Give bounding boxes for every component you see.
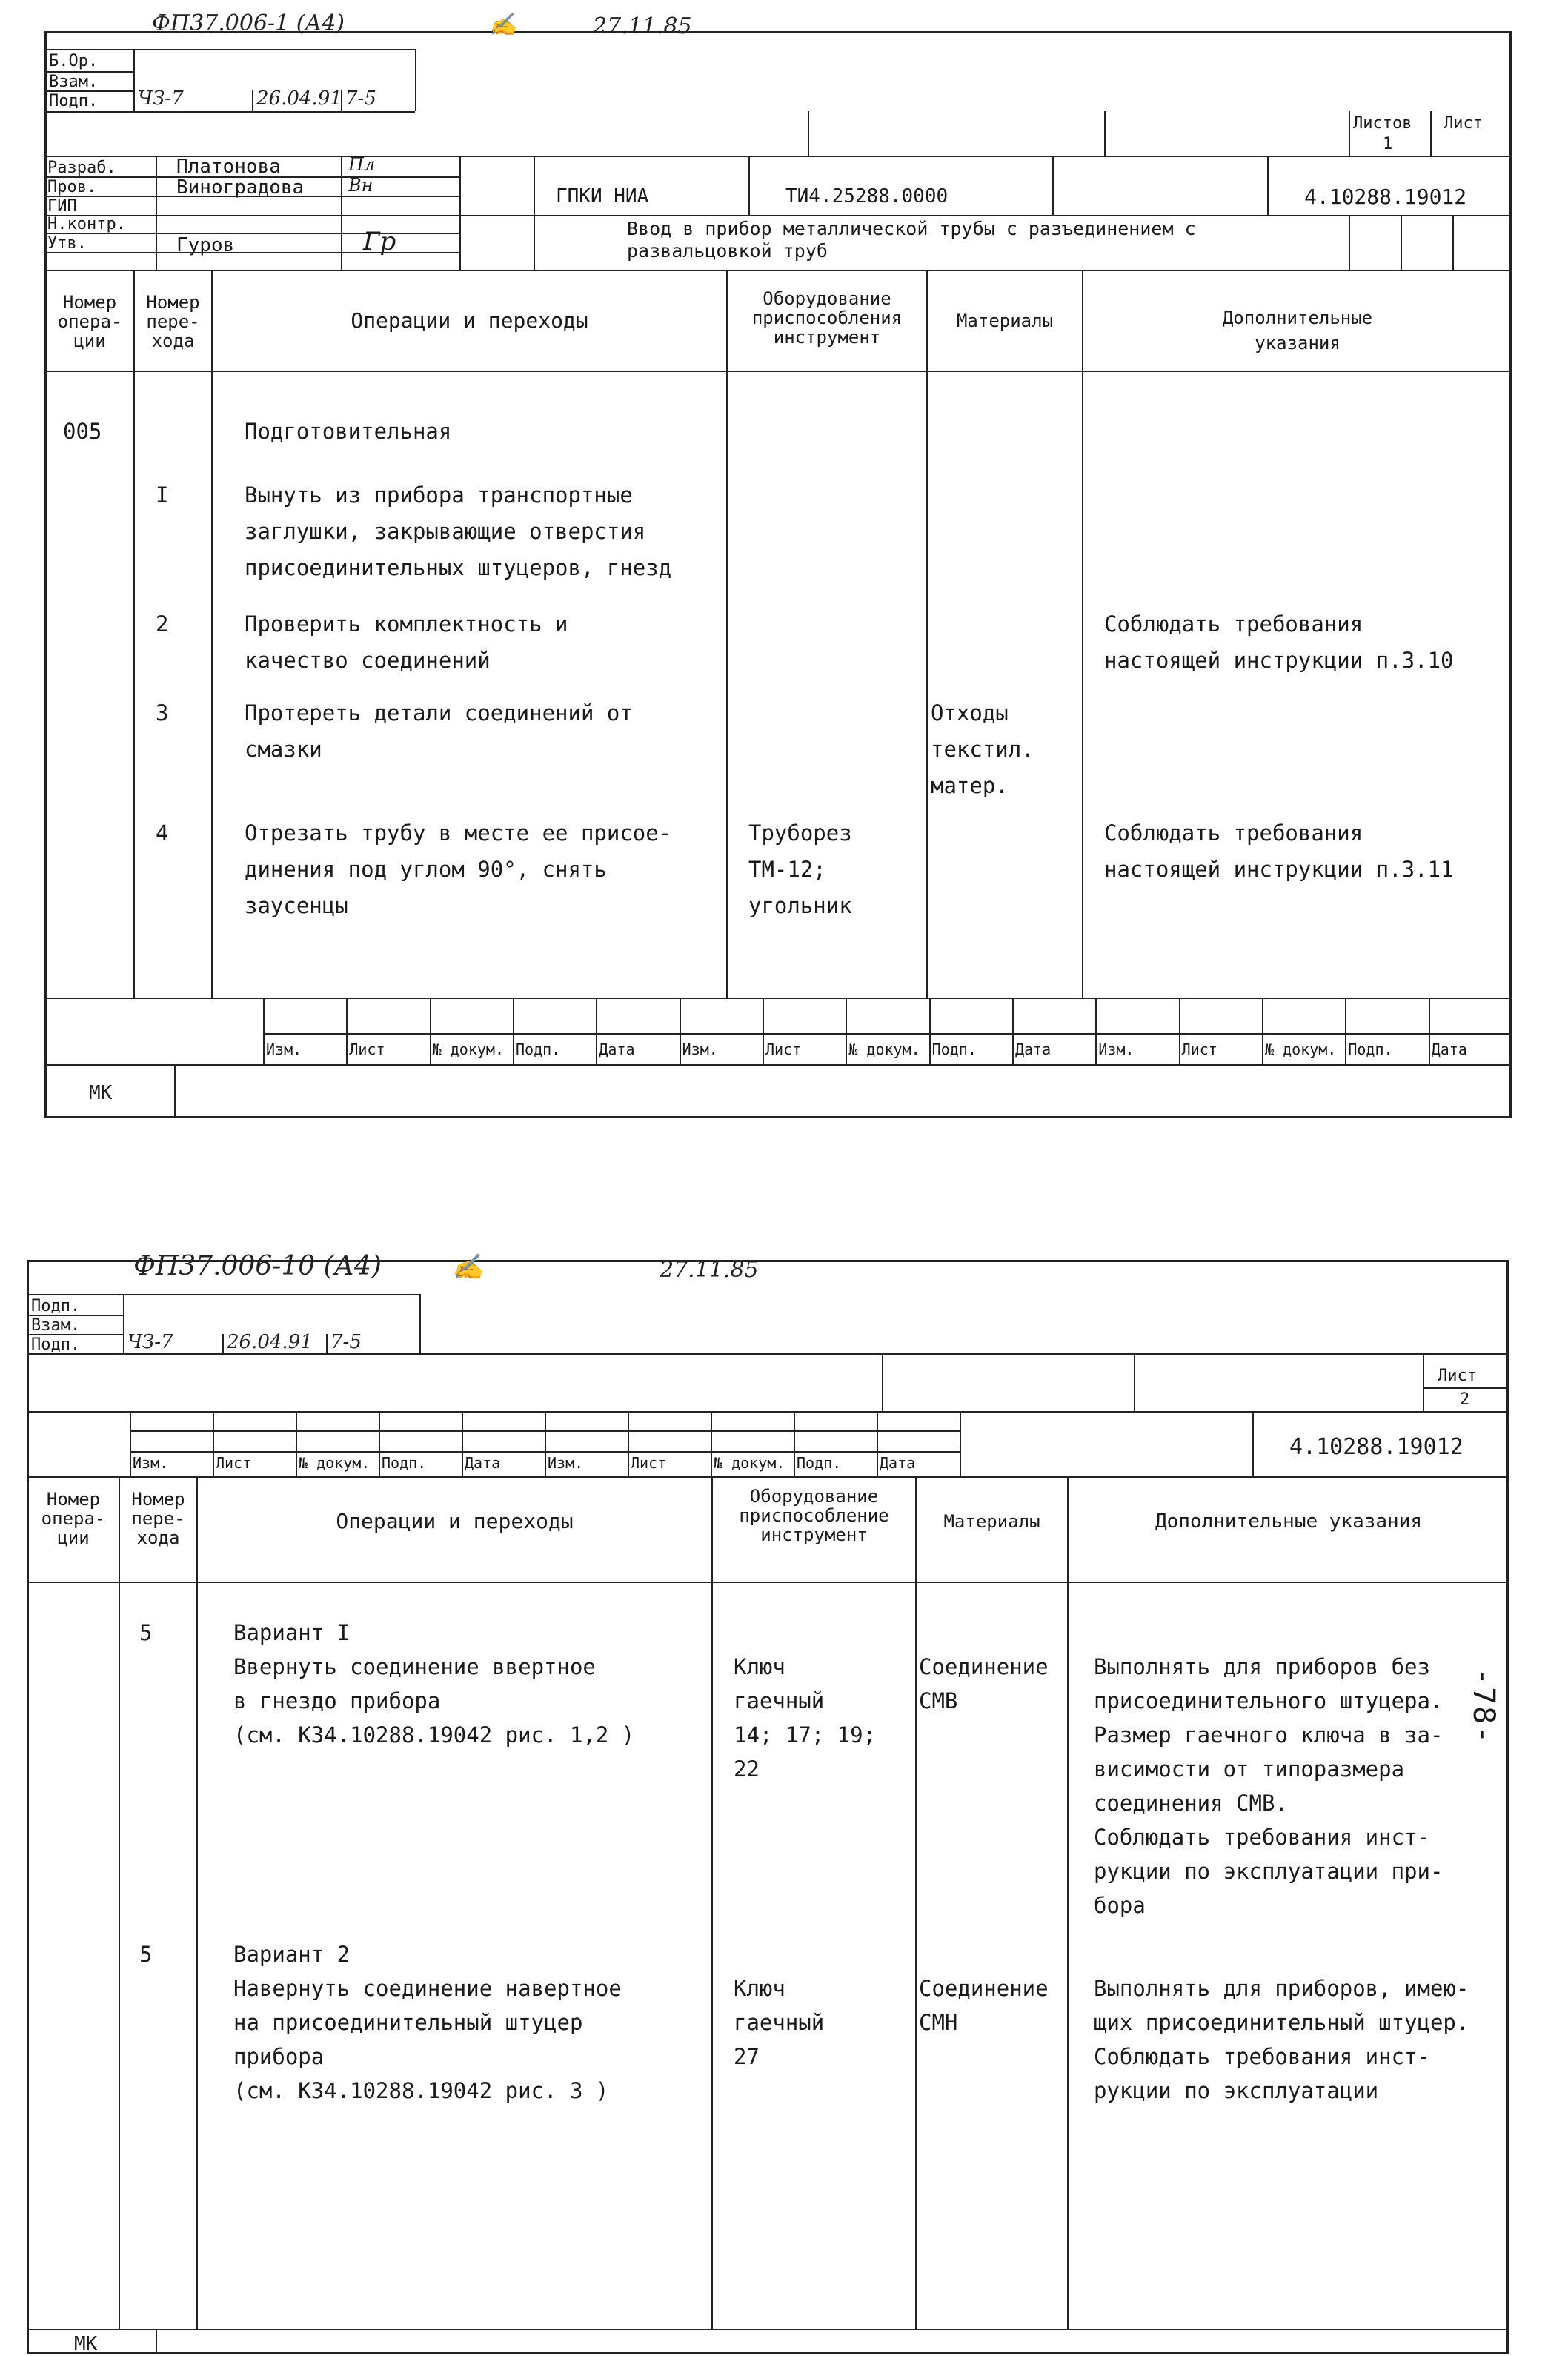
revision-divider (1095, 998, 1097, 1064)
sheet2-signature: ✍ (452, 1252, 484, 1282)
table-row-op: 005 (63, 419, 102, 444)
table-row-equip: Труборез ТМ-12; угольник (748, 820, 852, 918)
sheet2-stamp-value: ЧЗ-7 (127, 1331, 173, 1353)
revision-label: Лист (631, 1454, 667, 1472)
sheet1-signature: ✍ (489, 12, 517, 38)
sheet1-listov-label: Листов (1353, 114, 1412, 133)
table-row-text: Проверить комплектность и качество соединений (245, 611, 568, 673)
sheet1-header-step: Номер пере- хода (146, 292, 200, 351)
table-row-notes: Соблюдать требования настоящей инструкции п.3.11 (1104, 820, 1454, 882)
sheet1-doc-code: ТИ4.25288.0000 (785, 185, 949, 208)
revision-divider (763, 998, 764, 1064)
sheet1-header-mat: Материалы (956, 311, 1054, 331)
sheet1-stamp-value: ЧЗ-7 (138, 87, 184, 110)
sheet1-org: ГПКИ НИА (556, 185, 649, 208)
revision-label: Изм. (1098, 1041, 1135, 1058)
revision-divider (379, 1411, 380, 1476)
revision-label: № докум. (1265, 1041, 1337, 1058)
table-row-step: 5 (139, 1620, 153, 1645)
sheet1-header-equip: Оборудование приспособления инструмент (751, 288, 903, 348)
revision-label: Лист (349, 1041, 385, 1058)
revision-divider (545, 1411, 546, 1476)
sheet2-stamp-value: 7-5 (330, 1331, 362, 1353)
table-row-step: 2 (156, 611, 169, 637)
sheet1-role: ГИП (47, 197, 77, 216)
sheet2-header-op: Номер опера- ции (41, 1489, 106, 1548)
revision-divider (929, 998, 931, 1064)
sheet2-header-notes: Дополнительные указания (1155, 1510, 1423, 1533)
revision-divider (346, 998, 348, 1064)
sheet1-approval-sign: 27.11.85 (593, 13, 692, 39)
revision-label: Изм. (266, 1041, 302, 1058)
revision-divider (213, 1411, 214, 1476)
revision-divider (513, 998, 514, 1064)
table-row-mat: Соединение СМВ (919, 1654, 1049, 1713)
revision-label: Изм. (548, 1454, 584, 1472)
revision-label: Лист (1181, 1041, 1217, 1058)
sheet1-mk-label: МК (89, 1082, 113, 1104)
revision-divider (680, 998, 681, 1064)
sheet2-header-equip: Оборудование приспособление инструмент (739, 1486, 889, 1545)
sheet2-list-label: Лист (1438, 1367, 1477, 1385)
sheet2-corner-label: Подп. (31, 1297, 81, 1315)
sheet1-header-ops: Операции и переходы (351, 308, 588, 333)
sheet1-name: Виноградова (176, 176, 305, 199)
sheet1-role: Утв. (47, 234, 87, 253)
revision-label: № докум. (432, 1041, 504, 1058)
table-row-text: Вариант 2 Навернуть соединение навертное на присоединительный штуцер прибора (см. К34.10288.19042 рис. 3 ) (233, 1942, 622, 2103)
sheet1-name: Платонова (176, 156, 281, 178)
revision-divider (1262, 998, 1263, 1064)
revision-label: Дата (1015, 1041, 1052, 1058)
sheet1-role: Н.контр. (47, 215, 126, 233)
revision-divider (1429, 998, 1430, 1064)
revision-divider (296, 1411, 297, 1476)
sheet2-approval-sign: 27.11.85 (660, 1257, 759, 1283)
revision-label: Дата (880, 1454, 916, 1472)
revision-label: Изм. (133, 1454, 169, 1472)
revision-label: Подп. (382, 1454, 427, 1472)
table-row-text: Подготовительная (245, 419, 452, 444)
revision-divider (430, 998, 431, 1064)
table-row-text: Протереть детали соединений от смазки (245, 700, 633, 762)
table-row-equip: Ключ гаечный 14; 17; 19; 22 (734, 1654, 877, 1782)
table-row-text: Вариант I Ввернуть соединение ввертное в гнездо прибора (см. К34.10288.19042 рис. 1,2 ) (233, 1620, 635, 1748)
sheet2-header-step: Номер пере- хода (131, 1489, 185, 1548)
sheet1-title-line2: развальцовкой труб (627, 240, 828, 262)
revision-divider (1345, 998, 1346, 1064)
sheet1-listov-value: 1 (1383, 135, 1393, 153)
sheet2-corner-label: Подп. (31, 1335, 81, 1354)
revision-label: Лист (216, 1454, 252, 1472)
table-row-notes: Выполнять для приборов, имею- щих присоединительный штуцер. Соблюдать требования инст- рукции по эксплуатации (1094, 1976, 1469, 2103)
sheet2-header-ops: Операции и переходы (336, 1509, 574, 1533)
revision-label: № докум. (714, 1454, 785, 1472)
sheet1-corner-label: Б.Ор. (49, 52, 99, 70)
sheet1-stamp-value: 7-5 (345, 87, 376, 110)
sheet1-signature-prov: Вн (348, 175, 373, 196)
revision-divider (877, 1411, 878, 1476)
revision-divider (1012, 998, 1014, 1064)
sheet2-mk-label: МК (74, 2333, 98, 2355)
table-row-text: Вынуть из прибора транспортные заглушки, закрывающие отверстия присоединительных штуцеров, гнезд (245, 482, 672, 580)
revision-label: Подп. (931, 1041, 977, 1058)
revision-divider (794, 1411, 795, 1476)
sheet1-corner-label: Взам. (49, 73, 99, 91)
sheet1-list-label: Лист (1444, 114, 1483, 133)
revision-label: Подп. (516, 1041, 561, 1058)
sheet1-header-op: Номер опера- ции (57, 292, 122, 351)
revision-label: Дата (599, 1041, 635, 1058)
sheet1-signature-razrab: Пл (348, 154, 376, 175)
revision-divider (1179, 998, 1180, 1064)
revision-divider (596, 998, 597, 1064)
sheet1-name: Гуров (176, 234, 235, 256)
sheet2-form-code: ФП37.006-10 (А4) (133, 1251, 382, 1281)
sheet1-doc-number: 4.10288.19012 (1304, 185, 1467, 209)
sheet1-header-notes: Дополнительные указания (1222, 308, 1373, 354)
sheet1-stamp-value: 26.04.91 (256, 87, 342, 110)
revision-divider (628, 1411, 629, 1476)
table-row-mat: Соединение СМН (919, 1976, 1049, 2035)
revision-label: Лист (765, 1041, 802, 1058)
revision-divider (462, 1411, 463, 1476)
revision-divider (263, 998, 265, 1064)
table-row-notes: Выполнять для приборов без присоединительного штуцера. Размер гаечного ключа в за- висимости от типоразмера соединения СМВ. Соблюдать требования инст- рукции по эксплуатации при- бора (1094, 1654, 1444, 1918)
sheet1-corner-label: Подп. (49, 92, 99, 110)
revision-divider (846, 998, 847, 1064)
table-row-notes: Соблюдать требования настоящей инструкции п.3.10 (1104, 611, 1454, 673)
revision-label: Дата (465, 1454, 501, 1472)
sheet1-signature-utv: Гр (363, 227, 396, 256)
sheet2-doc-number: 4.10288.19012 (1289, 1434, 1464, 1460)
revision-label: № докум. (299, 1454, 371, 1472)
revision-divider (130, 1411, 131, 1476)
side-page-number: -78- (1466, 1668, 1501, 1745)
table-row-step: 5 (139, 1942, 153, 1967)
table-row-text: Отрезать трубу в месте ее присое- динения под углом 90°, снять заусенцы (245, 820, 672, 918)
sheet2-header-mat: Материалы (943, 1511, 1040, 1532)
revision-divider (711, 1411, 712, 1476)
table-row-step: I (156, 482, 169, 508)
revision-label: Подп. (797, 1454, 842, 1472)
sheet2-list-value: 2 (1460, 1390, 1470, 1409)
table-row-step: 3 (156, 700, 169, 726)
table-row-step: 4 (156, 820, 169, 846)
revision-label: Дата (1431, 1041, 1467, 1058)
sheet2-stamp-value: 26.04.91 (227, 1331, 313, 1353)
table-row-mat: Отходы текстил. матер. (931, 700, 1034, 798)
sheet1-role: Пров. (47, 178, 97, 196)
table-row-equip: Ключ гаечный 27 (734, 1976, 825, 2069)
sheet1-title-line1: Ввод в прибор металлической трубы с разъединением с (627, 218, 1196, 239)
sheet1-role: Разраб. (47, 159, 116, 177)
revision-label: № докум. (848, 1041, 920, 1058)
revision-label: Подп. (1348, 1041, 1393, 1058)
sheet2-corner-label: Взам. (31, 1316, 81, 1335)
sheet1-form-code: ФП37.006-1 (А4) (152, 10, 345, 36)
revision-label: Изм. (682, 1041, 718, 1058)
